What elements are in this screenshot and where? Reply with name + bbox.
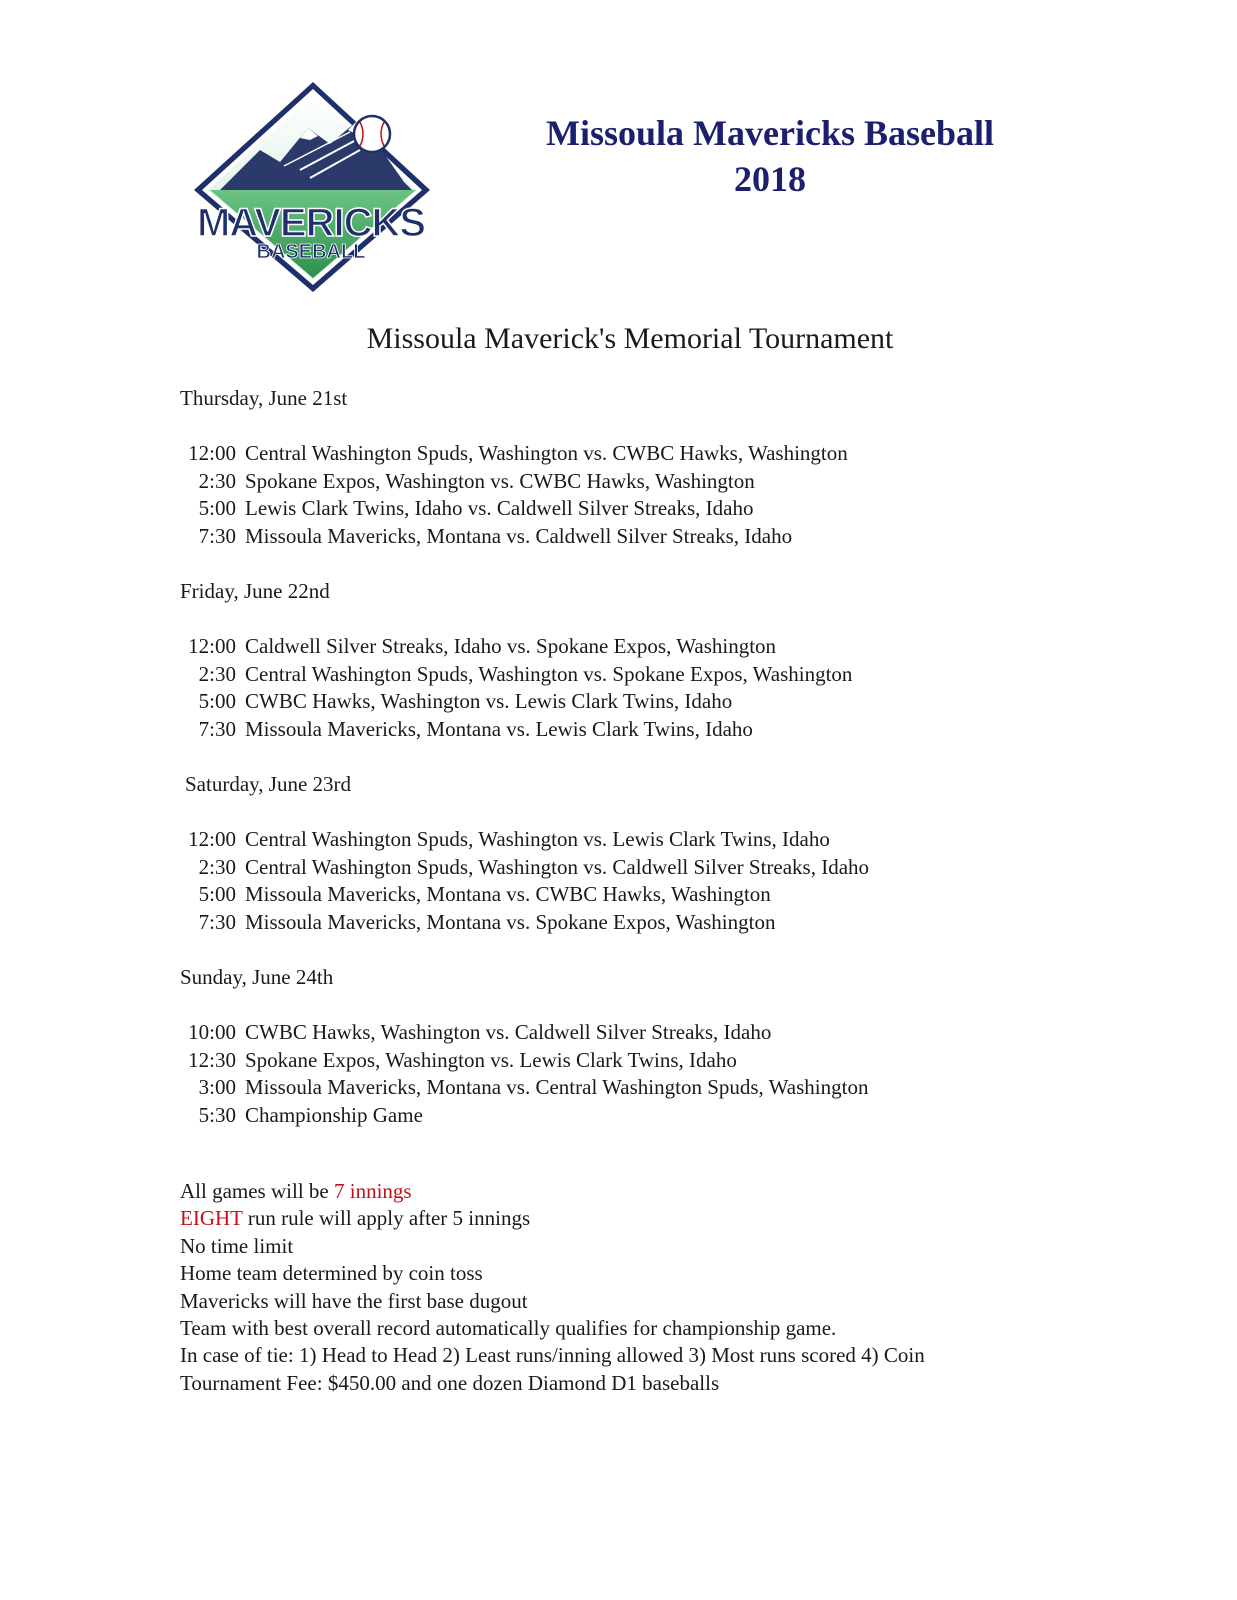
game-row — [180, 826, 1140, 854]
logo-sub-text: BASEBALL — [256, 241, 366, 263]
game-time: 7:30 — [198, 523, 236, 548]
logo-graphic — [180, 78, 442, 300]
game-row — [180, 661, 1140, 689]
game-row — [180, 523, 1140, 551]
game-row — [180, 716, 1140, 744]
day-block-saturday — [180, 771, 1140, 964]
game-matchup: Spokane Expos, Washington vs. CWBC Hawks, Washington — [245, 468, 755, 493]
game-row — [180, 468, 1140, 496]
game-matchup: Central Washington Spuds, Washington vs. Caldwell Silver Streaks, Idaho — [245, 854, 870, 879]
game-matchup: Central Washington Spuds, Washington vs. CWBC Hawks, Washington — [245, 441, 848, 465]
game-matchup: Missoula Mavericks, Montana vs. Spokane Expos, Washington — [245, 909, 776, 934]
game-row — [180, 688, 1140, 716]
tournament-rules — [180, 1178, 1080, 1397]
rule-tie-breaker: In case of tie: 1) Head to Head 2) Least runs/inning allowed 3) Most runs scored 4) Coin — [180, 1343, 925, 1368]
tournament-title: Missoula Maverick's Memorial Tournament — [366, 322, 894, 355]
rule-fee: Tournament Fee: $450.00 and one dozen Diamond D1 baseballs — [180, 1370, 720, 1395]
game-row — [180, 495, 1140, 523]
game-matchup: Central Washington Spuds, Washington vs. Lewis Clark Twins, Idaho — [245, 827, 830, 851]
game-matchup: CWBC Hawks, Washington vs. Caldwell Silver Streaks, Idaho — [245, 1020, 772, 1044]
game-time: 3:00 — [198, 1075, 236, 1099]
game-matchup: Missoula Mavericks, Montana vs. CWBC Hawks, Washington — [245, 882, 771, 906]
rule-innings-value: 7 innings — [333, 1179, 412, 1203]
game-time: 5:00 — [198, 496, 236, 520]
game-time: 12:00 — [188, 827, 236, 851]
game-row — [180, 854, 1140, 882]
game-time: 10:00 — [188, 1020, 236, 1044]
game-time: 5:30 — [198, 1102, 236, 1127]
game-time: 12:00 — [188, 441, 236, 465]
rule-dugout: Mavericks will have the first base dugout — [180, 1288, 528, 1313]
logo-main-text: MAVERICKS — [196, 201, 426, 245]
game-row — [180, 881, 1140, 909]
game-matchup: Lewis Clark Twins, Idaho vs. Caldwell Silver Streaks, Idaho — [245, 496, 754, 520]
game-matchup: Central Washington Spuds, Washington vs. Spokane Expos, Washington — [245, 661, 853, 686]
game-matchup: CWBC Hawks, Washington vs. Lewis Clark Twins, Idaho — [245, 689, 733, 713]
game-time: 7:30 — [198, 909, 236, 934]
game-row — [180, 1019, 1140, 1047]
title-line-1: Missoula Mavericks Baseball — [546, 113, 994, 153]
page-title — [470, 110, 1070, 202]
game-time: 5:00 — [198, 882, 236, 906]
game-row — [180, 909, 1140, 937]
schedule — [180, 385, 1140, 1129]
mavericks-logo — [180, 78, 442, 300]
day-block-thursday — [180, 385, 1140, 578]
game-row — [180, 440, 1140, 468]
rule-innings — [180, 1178, 1080, 1205]
game-row — [180, 1074, 1140, 1102]
game-row — [180, 1102, 1140, 1130]
game-matchup: Missoula Mavericks, Montana vs. Lewis Clark Twins, Idaho — [245, 716, 753, 741]
game-time: 2:30 — [198, 661, 236, 686]
rule-run-rule-value: EIGHT — [180, 1206, 243, 1231]
game-row — [180, 633, 1140, 661]
game-matchup: Spokane Expos, Washington vs. Lewis Clark Twins, Idaho — [245, 1047, 737, 1072]
game-matchup: Missoula Mavericks, Montana vs. Central Washington Spuds, Washington — [245, 1075, 869, 1099]
day-heading: Thursday, June 21st — [180, 386, 348, 410]
title-line-2: 2018 — [734, 159, 806, 199]
game-matchup: Championship Game — [245, 1102, 423, 1127]
game-time: 12:00 — [188, 634, 236, 658]
game-time: 12:30 — [188, 1047, 236, 1072]
day-heading: Saturday, June 23rd — [185, 772, 352, 796]
rule-run-rule-suffix: run rule will apply after 5 innings — [242, 1206, 531, 1231]
game-row — [180, 1047, 1140, 1075]
rule-run-rule — [180, 1205, 1080, 1232]
day-block-friday — [180, 578, 1140, 771]
game-matchup: Missoula Mavericks, Montana vs. Caldwell Silver Streaks, Idaho — [245, 523, 793, 548]
game-time: 2:30 — [198, 468, 236, 493]
game-time: 2:30 — [198, 854, 236, 879]
day-heading: Friday, June 22nd — [180, 579, 330, 603]
rule-innings-prefix: All games will be — [180, 1179, 334, 1203]
day-block-sunday — [180, 964, 1140, 1129]
game-time: 7:30 — [198, 716, 236, 741]
rule-time-limit: No time limit — [180, 1233, 294, 1258]
rule-best-record: Team with best overall record automatically qualifies for championship game. — [180, 1315, 837, 1340]
rule-home-team: Home team determined by coin toss — [180, 1261, 483, 1286]
day-heading: Sunday, June 24th — [180, 965, 334, 989]
game-matchup: Caldwell Silver Streaks, Idaho vs. Spokane Expos, Washington — [245, 634, 777, 658]
game-time: 5:00 — [198, 689, 236, 713]
